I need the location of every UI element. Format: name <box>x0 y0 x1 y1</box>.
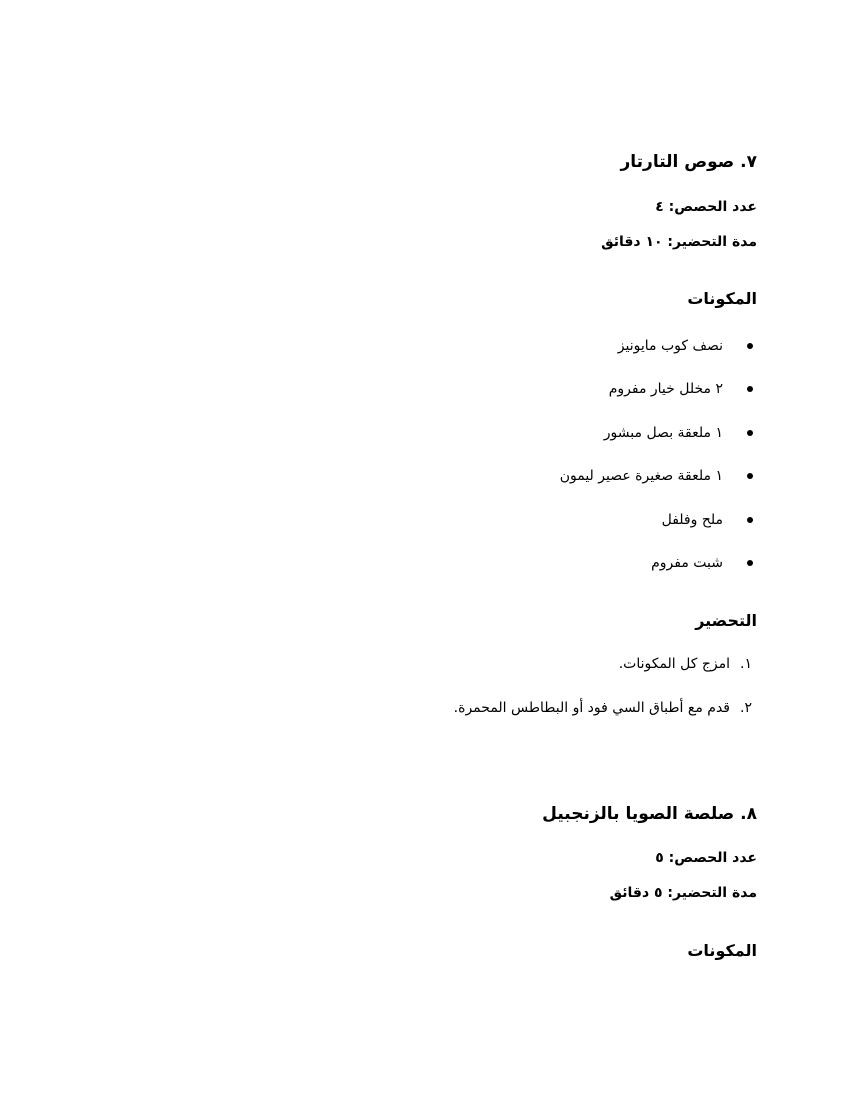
bullet-icon <box>747 473 753 479</box>
ingredient-text: ١ ملعقة صغيرة عصير ليمون <box>559 468 723 484</box>
ingredient-text: شبت مفروم <box>651 555 723 571</box>
recipe-7-prep-time: مدة التحضير: ١٠ دقائق <box>601 234 757 250</box>
bullet-icon <box>747 343 753 349</box>
step-number: ١. <box>740 656 752 672</box>
recipe-7-title: ٧. صوص التارتار <box>620 152 757 172</box>
step-text: قدم مع أطباق السي فود أو البطاطس المحمرة. <box>453 700 731 716</box>
recipe-8-ingredients-heading: المكونات <box>687 941 757 960</box>
bullet-icon <box>747 386 753 392</box>
preparation-step <box>454 701 752 715</box>
ingredient-text: ١ ملعقة بصل مبشور <box>603 425 723 441</box>
bullet-icon <box>747 430 753 436</box>
ingredient-item <box>651 556 757 570</box>
ingredient-item <box>609 382 757 396</box>
ingredient-item <box>604 426 757 440</box>
recipe-7-ingredients-heading: المكونات <box>687 289 757 308</box>
preparation-step <box>619 657 752 671</box>
recipe-7-preparation-heading: التحضير <box>695 611 757 630</box>
recipe-8-prep-time: مدة التحضير: ٥ دقائق <box>609 885 757 901</box>
step-text: امزج كل المكونات. <box>618 656 731 672</box>
ingredient-item <box>662 513 757 527</box>
recipe-8-servings: عدد الحصص: ٥ <box>655 850 757 866</box>
recipe-7-servings: عدد الحصص: ٤ <box>655 199 757 215</box>
ingredient-text: نصف كوب مايونيز <box>617 338 723 354</box>
recipe-8-title: ٨. صلصة الصويا بالزنجبيل <box>542 804 757 824</box>
ingredient-item <box>618 339 757 353</box>
ingredient-item <box>560 469 757 483</box>
ingredient-text: ملح وفلفل <box>661 512 723 528</box>
step-number: ٢. <box>740 700 752 716</box>
bullet-icon <box>747 517 753 523</box>
bullet-icon <box>747 560 753 566</box>
ingredient-text: ٢ مخلل خيار مفروم <box>608 381 723 397</box>
